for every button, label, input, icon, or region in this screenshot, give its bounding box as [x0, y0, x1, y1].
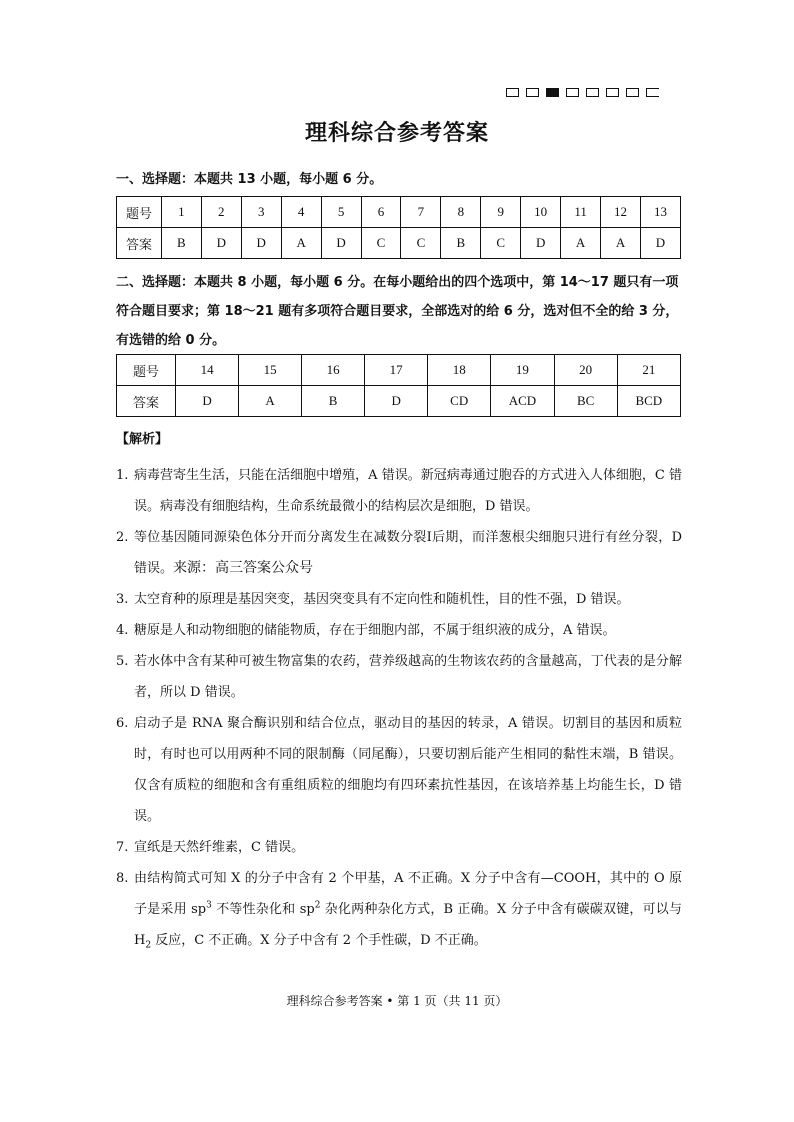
table-header-cell: 答案 [117, 228, 162, 259]
question-number: 4 [281, 197, 321, 228]
marker-box-filled [546, 88, 559, 97]
question-number: 12 [601, 197, 641, 228]
question-number: 10 [521, 197, 561, 228]
question-number: 1 [161, 197, 201, 228]
answer-cell: C [401, 228, 441, 259]
answer-cell: D [521, 228, 561, 259]
list-item [116, 615, 682, 646]
question-number: 11 [561, 197, 601, 228]
list-item [116, 460, 682, 522]
question-number: 7 [401, 197, 441, 228]
question-number: 5 [321, 197, 361, 228]
question-number: 18 [428, 355, 491, 386]
marker-box-open [646, 88, 659, 97]
list-item [116, 863, 682, 956]
question-number: 6 [361, 197, 401, 228]
page-marker-boxes [506, 88, 659, 97]
item-text: 糖原是人和动物细胞的储能物质，存在于细胞内部，不属于组织液的成分，A 错误。 [134, 623, 616, 638]
answer-cell: CD [428, 386, 491, 417]
answer-cell: A [601, 228, 641, 259]
answer-cell: A [281, 228, 321, 259]
answer-cell: C [481, 228, 521, 259]
question-number: 14 [176, 355, 239, 386]
subscript: 2 [145, 940, 152, 951]
item-number: 4. [116, 623, 129, 638]
item-text: 杂化两种杂化方式，B 正确。X 分子中含有碳碳双键，可以与 H [134, 902, 682, 948]
list-item [116, 708, 682, 832]
analysis-heading: 【解析】 [116, 432, 169, 447]
question-number: 3 [241, 197, 281, 228]
question-number: 16 [302, 355, 365, 386]
section2-heading: 二、选择题：本题共 8 小题，每小题 6 分。在每小题给出的四个选项中，第 14～17 题只有一项符合题目要求；第 18～21 题有多项符合题目要求，全部选对的给 6 分，选对但不全的给 3 分，有选错的给 0 分。 [116, 275, 679, 348]
item-text: 反应，C 不正确。X 分子中含有 2 个手性碳，D 不正确。 [151, 933, 487, 948]
question-number: 15 [239, 355, 302, 386]
answer-cell: A [561, 228, 601, 259]
item-text: 若水体中含有某种可被生物富集的农药，营养级越高的生物该农药的含量越高，丁代表的是分解者，所以 D 错误。 [134, 654, 682, 700]
source-note: 来源：高三答案公众号 [173, 560, 314, 576]
superscript: 2 [314, 900, 321, 911]
question-number: 21 [617, 355, 680, 386]
answer-table-2 [116, 354, 681, 417]
answer-cell: D [241, 228, 281, 259]
question-number: 20 [554, 355, 617, 386]
item-text: 病毒营寄生生活，只能在活细胞中增殖，A 错误。新冠病毒通过胞吞的方式进入人体细胞，C 错误。病毒没有细胞结构，生命系统最微小的结构层次是细胞，D 错误。 [134, 468, 682, 514]
item-text-wrapper [134, 522, 682, 584]
question-number: 8 [441, 197, 481, 228]
item-number: 1. [116, 468, 129, 483]
answer-cell: B [161, 228, 201, 259]
table-row [117, 228, 681, 259]
item-text: 宣纸是天然纤维素，C 错误。 [134, 840, 305, 855]
question-number: 2 [201, 197, 241, 228]
answer-cell: ACD [491, 386, 554, 417]
list-item [116, 646, 682, 708]
superscript: 3 [206, 900, 212, 911]
item-text: 由结构简式可知 X 的分子中含有 2 个甲基，A 不正确。X 分子中含有—COOH，其中的 O 原子是采用 sp [134, 871, 682, 917]
answer-cell: D [176, 386, 239, 417]
page-title: 理科综合参考答案 [304, 121, 489, 146]
answer-cell: B [441, 228, 481, 259]
item-text: 太空育种的原理是基因突变，基因突变具有不定向性和随机性，目的性不强，D 错误。 [134, 592, 630, 607]
item-number: 6. [116, 716, 129, 731]
answer-cell: A [239, 386, 302, 417]
item-number: 5. [116, 654, 129, 669]
answer-cell: B [302, 386, 365, 417]
question-number: 17 [365, 355, 428, 386]
marker-box [506, 88, 519, 97]
analysis-list [116, 460, 682, 956]
item-number: 2. [116, 530, 129, 545]
answer-cell: D [365, 386, 428, 417]
answer-cell: BCD [617, 386, 680, 417]
table-header-cell: 题号 [117, 355, 176, 386]
answer-cell: C [361, 228, 401, 259]
question-number: 9 [481, 197, 521, 228]
list-item [116, 584, 682, 615]
marker-box [626, 88, 639, 97]
answer-table-1 [116, 196, 681, 259]
question-number: 13 [640, 197, 680, 228]
item-text: 等位基因随同源染色体分开而分离发生在减数分裂Ⅰ后期，而洋葱根尖细胞只进行有丝分裂，D 错误。 [134, 530, 682, 576]
answer-cell: D [321, 228, 361, 259]
page-footer: 理科综合参考答案 • 第 1 页（共 11 页） [286, 994, 508, 1008]
table-header-cell: 题号 [117, 197, 162, 228]
item-number: 8. [116, 871, 129, 886]
section1-heading: 一、选择题：本题共 13 小题，每小题 6 分。 [116, 172, 383, 187]
table-row [117, 197, 681, 228]
table-row [117, 386, 681, 417]
list-item [116, 522, 682, 584]
item-text-wrapper [134, 863, 682, 956]
item-text: 不等性杂化和 sp [211, 902, 315, 917]
marker-box [526, 88, 539, 97]
marker-box [606, 88, 619, 97]
item-number: 3. [116, 592, 129, 607]
question-number: 19 [491, 355, 554, 386]
item-text: 启动子是 RNA 聚合酶识别和结合位点，驱动目的基因的转录，A 错误。切割目的基因和质粒时，有时也可以用两种不同的限制酶（同尾酶），只要切割后能产生相同的黏性末端，B 错误。仅含有质粒的细胞和含有重组质粒的细胞均有四环素抗性基因，在该培养基上均能生长，D 错误。 [134, 716, 682, 824]
answer-cell: BC [554, 386, 617, 417]
table-row [117, 355, 681, 386]
item-number: 7. [116, 840, 129, 855]
list-item [116, 832, 682, 863]
marker-box [586, 88, 599, 97]
answer-cell: D [201, 228, 241, 259]
marker-box [566, 88, 579, 97]
answer-cell: D [640, 228, 680, 259]
table-header-cell: 答案 [117, 386, 176, 417]
